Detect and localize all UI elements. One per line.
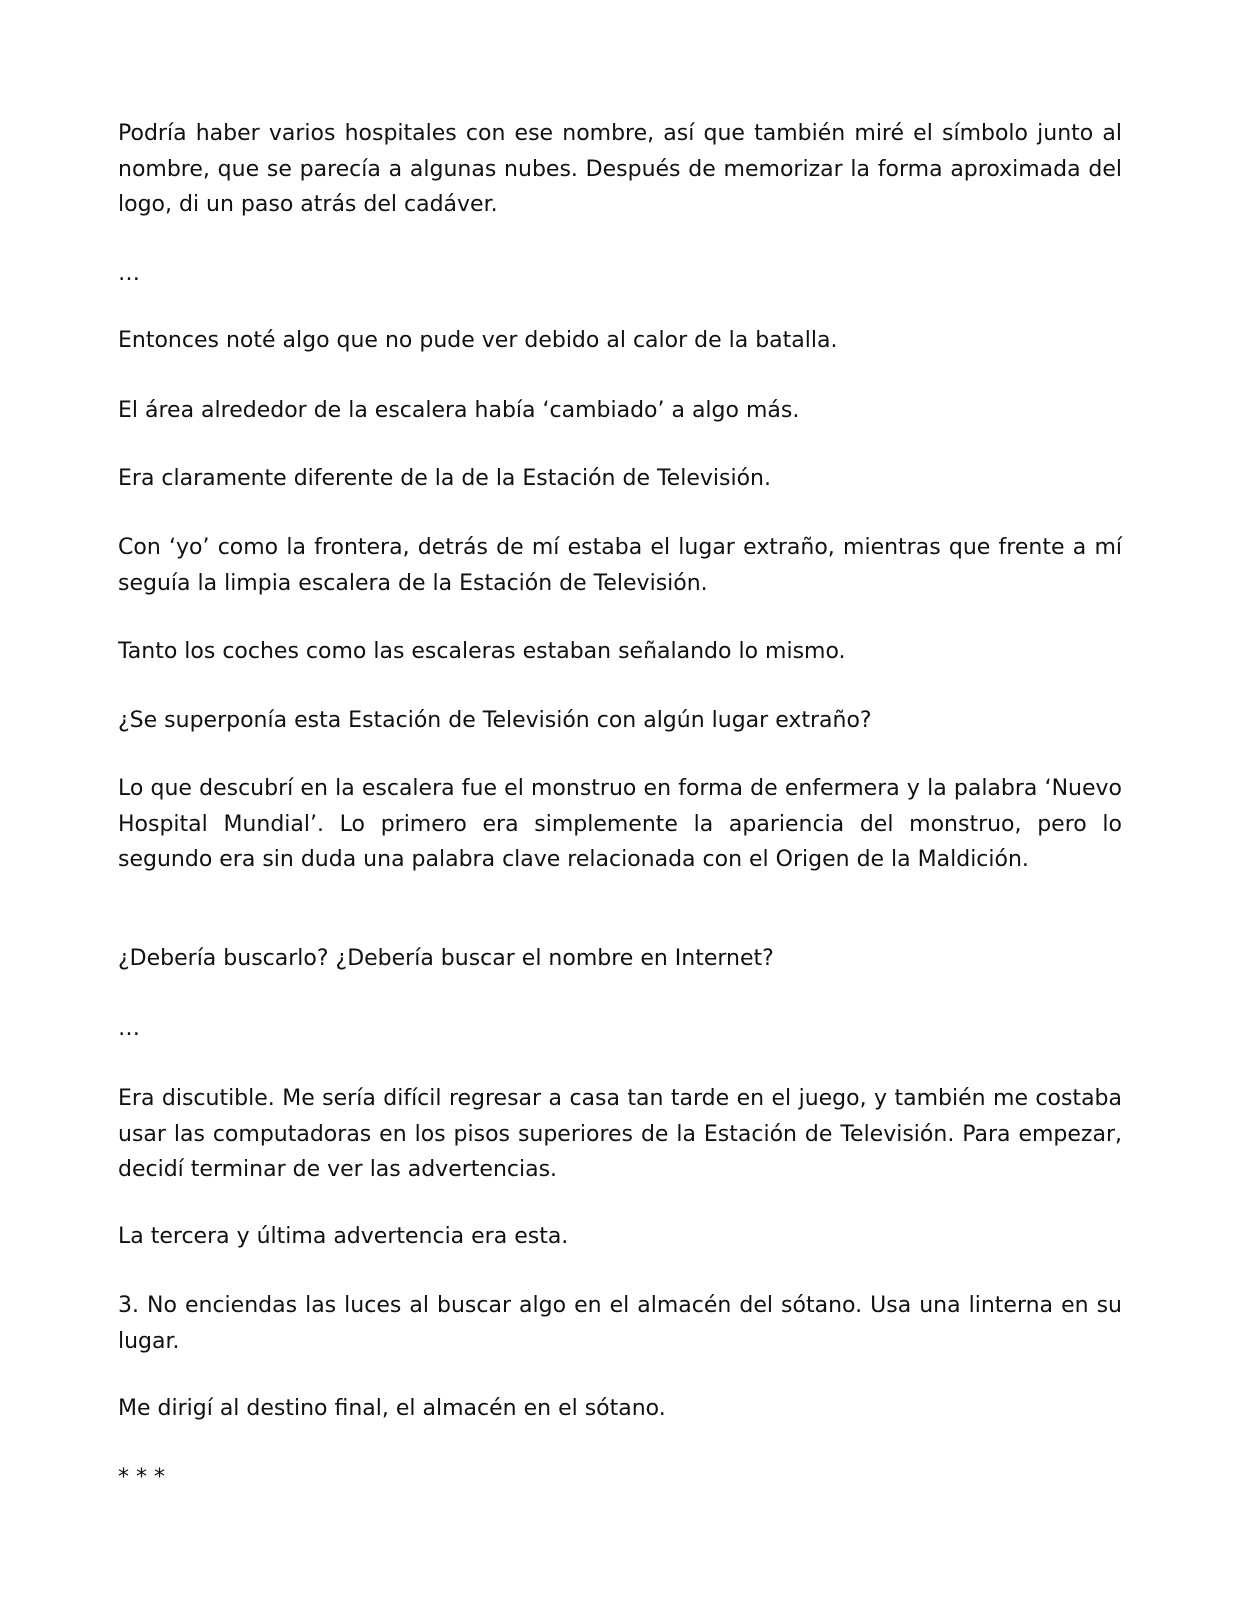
paragraph-5 [118,461,1122,497]
paragraph-text: ¿Se superponía esta Estación de Televisión con algún lugar extraño? [118,708,872,733]
paragraph-6 [118,530,1122,601]
paragraph-11 [118,1011,1122,1047]
scene-break [118,1460,1122,1496]
paragraph-3 [118,323,1122,359]
paragraph-text: La tercera y última advertencia era esta. [118,1224,569,1249]
paragraph-13 [118,1219,1122,1255]
paragraph-text: Lo que descubrí en la escalera fue el monstruo en forma de enfermera y la palabra ‘Nuevo Hospital Mundial’. Lo primero era simplemente la apariencia del monstruo, pero lo segundo era sin duda una palabra clave relacionada con el Origen de la Maldición. [118,776,1122,872]
paragraph-9 [118,771,1122,878]
paragraph-7 [118,634,1122,670]
paragraph-12 [118,1081,1122,1188]
paragraph-15 [118,1391,1122,1427]
paragraph-text: Podría haber varios hospitales con ese nombre, así que también miré el símbolo junto al nombre, que se parecía a algunas nubes. Después de memorizar la forma aproximada del logo, di un paso atrás del cadáver. [118,121,1122,217]
paragraph-text: ¿Debería buscarlo? ¿Debería buscar el nombre en Internet? [118,946,774,971]
paragraph-text: Era discutible. Me sería difícil regresar a casa tan tarde en el juego, y también me costaba usar las computadoras en los pisos superiores de la Estación de Televisión. Para empezar, decidí terminar de ver las advertencias. [118,1086,1122,1182]
paragraph-text: Era claramente diferente de la de la Estación de Televisión. [118,466,771,491]
paragraph-text: Con ‘yo’ como la frontera, detrás de mí estaba el lugar extraño, mientras que frente a mí seguía la limpia escalera de la Estación de Televisión. [118,535,1122,596]
paragraph-14 [118,1288,1122,1359]
paragraph-10 [118,941,1122,977]
paragraph-text: El área alrededor de la escalera había ‘cambiado’ a algo más. [118,398,800,423]
paragraph-1 [118,116,1122,223]
paragraph-4 [118,393,1122,429]
paragraph-text: Entonces noté algo que no pude ver debido al calor de la batalla. [118,328,838,353]
paragraph-text: 3. No enciendas las luces al buscar algo en el almacén del sótano. Usa una linterna en su lugar. [118,1293,1122,1354]
scene-break-text: * * * [118,1465,165,1490]
paragraph-2 [118,256,1122,292]
paragraph-text: … [118,261,140,286]
paragraph-text: Tanto los coches como las escaleras estaban señalando lo mismo. [118,639,846,664]
paragraph-8 [118,703,1122,739]
paragraph-text: … [118,1016,140,1041]
paragraph-text: Me dirigí al destino final, el almacén en el sótano. [118,1396,666,1421]
